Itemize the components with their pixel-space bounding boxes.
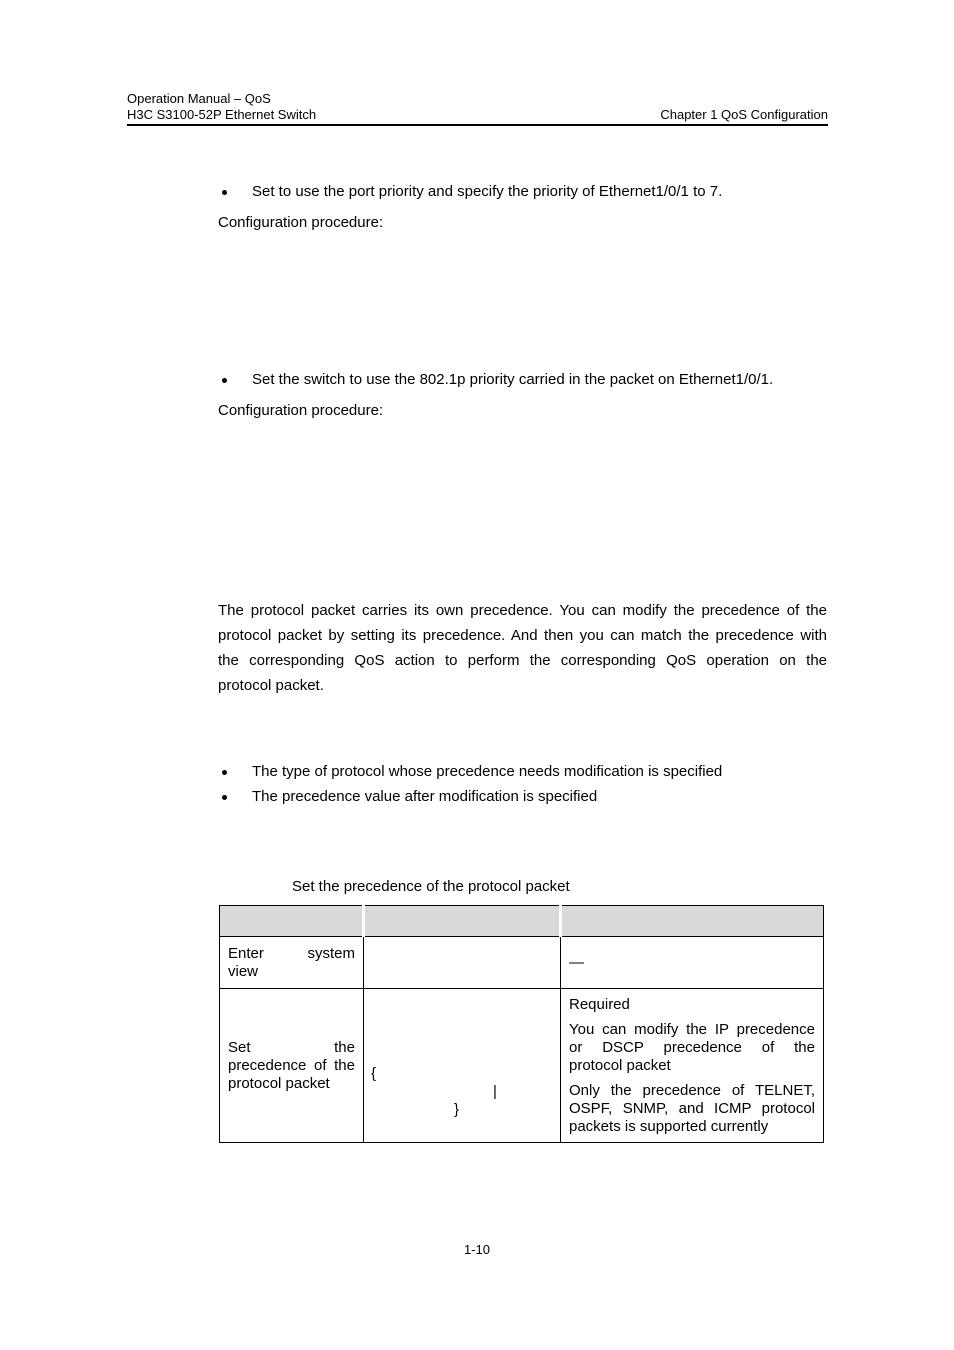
table-header-row: [220, 906, 824, 937]
remark-text: You can modify the IP precedence: [569, 1020, 815, 1038]
remark-text: protocol packet: [569, 1056, 671, 1074]
remark-cell: [561, 937, 824, 989]
operation-text: Enter system: [228, 944, 355, 962]
operation-text: view: [228, 962, 259, 980]
remark-text: or DSCP precedence of the: [569, 1038, 815, 1056]
command-open-brace: {: [371, 1065, 377, 1082]
header-cell-operation: [220, 906, 364, 937]
chapter-title: Chapter 1 QoS Configuration: [660, 107, 828, 122]
remark-text: packets is supported currently: [569, 1117, 769, 1135]
operation-cell: [220, 937, 364, 989]
procedure-label-1: Configuration procedure:: [218, 214, 384, 231]
remark-text: —: [569, 953, 584, 971]
intro-line: The protocol packet carries its own precedence. You can modify the precedence of the: [218, 602, 827, 619]
header-cell-remarks: [561, 906, 824, 937]
bullet-icon: [222, 190, 227, 195]
bullet-icon: [222, 795, 227, 800]
operation-cell: [220, 989, 364, 1143]
intro-paragraph: [218, 598, 827, 698]
intro-line: the corresponding QoS action to perform the corresponding QoS operation on the: [218, 652, 827, 669]
header-rule: [127, 124, 828, 126]
remark-cell: [561, 989, 824, 1143]
bullet-icon: [222, 770, 227, 775]
command-table: [219, 905, 824, 1143]
bullet-icon: [222, 378, 227, 383]
command-close-brace: }: [454, 1101, 460, 1118]
page-number: 1-10: [463, 1242, 491, 1257]
procedure-label-2: Configuration procedure:: [218, 402, 384, 419]
intro-line: protocol packet.: [218, 677, 324, 694]
table-row: [220, 989, 824, 1143]
remark-text: Only the precedence of TELNET,: [569, 1081, 815, 1099]
operation-text: protocol packet: [228, 1074, 330, 1092]
table-row: [220, 937, 824, 989]
command-cell: [364, 989, 561, 1143]
prereq-item-2: The precedence value after modification is specified: [252, 788, 598, 805]
table-caption: Set the precedence of the protocol packet: [292, 878, 570, 895]
port-priority-bullet: Set to use the port priority and specify the priority of Ethernet1/0/1 to 7.: [252, 183, 723, 200]
command-cell: [364, 937, 561, 989]
header-cell-command: [364, 906, 561, 937]
intro-line: protocol packet by setting its precedence. And then you can match the precedence with: [218, 627, 827, 644]
prereq-item-1: The type of protocol whose precedence needs modification is specified: [252, 763, 723, 780]
remark-text: OSPF, SNMP, and ICMP protocol: [569, 1099, 815, 1117]
command-separator: |: [493, 1083, 497, 1100]
remark-text: Required: [569, 995, 630, 1013]
8021p-priority-bullet: Set the switch to use the 802.1p priority carried in the packet on Ethernet1/0/1.: [252, 371, 774, 388]
manual-title: Operation Manual – QoS: [127, 91, 271, 106]
operation-text: precedence of the: [228, 1056, 355, 1074]
product-name: H3C S3100-52P Ethernet Switch: [127, 107, 317, 122]
operation-text: Set the: [228, 1038, 355, 1056]
